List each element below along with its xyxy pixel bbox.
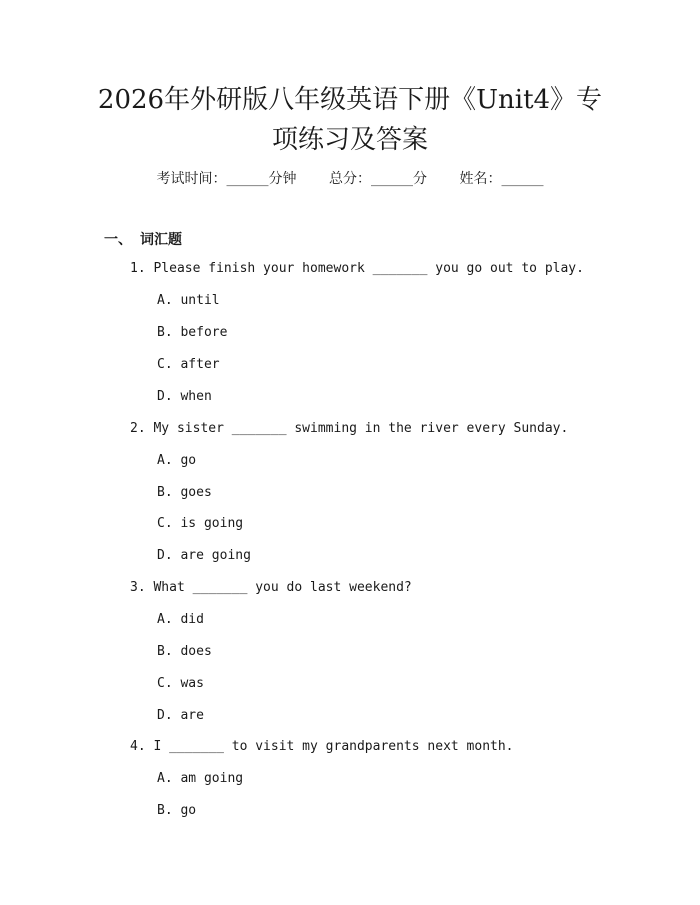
page-title (60, 80, 640, 160)
option: B. goes (157, 485, 212, 500)
exam-time: 考试时间：______分钟 (156, 171, 297, 187)
option: A. did (157, 612, 204, 627)
option: C. was (157, 676, 204, 691)
question-text: 2. My sister _______ swimming in the river every Sunday. (130, 421, 569, 436)
option: B. does (157, 644, 212, 659)
option: B. before (157, 325, 228, 340)
option: D. are going (157, 548, 251, 563)
option: A. until (157, 293, 220, 308)
question-text: 1. Please finish your homework _______ you go out to play. (130, 261, 584, 276)
exam-info (0, 168, 700, 188)
option: D. are (157, 708, 204, 723)
title-line-1: 2026年外研版八年级英语下册《Unit4》专 (97, 85, 603, 115)
exam-score: 总分：______分 (329, 171, 427, 187)
exam-name: 姓名：______ (459, 171, 544, 187)
section-number: 一、 (104, 232, 132, 248)
question-text: 3. What _______ you do last weekend? (130, 580, 412, 595)
option: C. is going (157, 516, 244, 531)
option: D. when (157, 389, 212, 404)
title-line-2: 项练习及答案 (271, 125, 428, 155)
option: A. am going (157, 771, 244, 786)
question-text: 4. I _______ to visit my grandparents next month. (130, 739, 514, 754)
section-title: 词汇题 (140, 232, 182, 248)
section-heading (104, 229, 182, 249)
option: A. go (157, 453, 197, 468)
option: B. go (157, 803, 197, 818)
option: C. after (157, 357, 220, 372)
